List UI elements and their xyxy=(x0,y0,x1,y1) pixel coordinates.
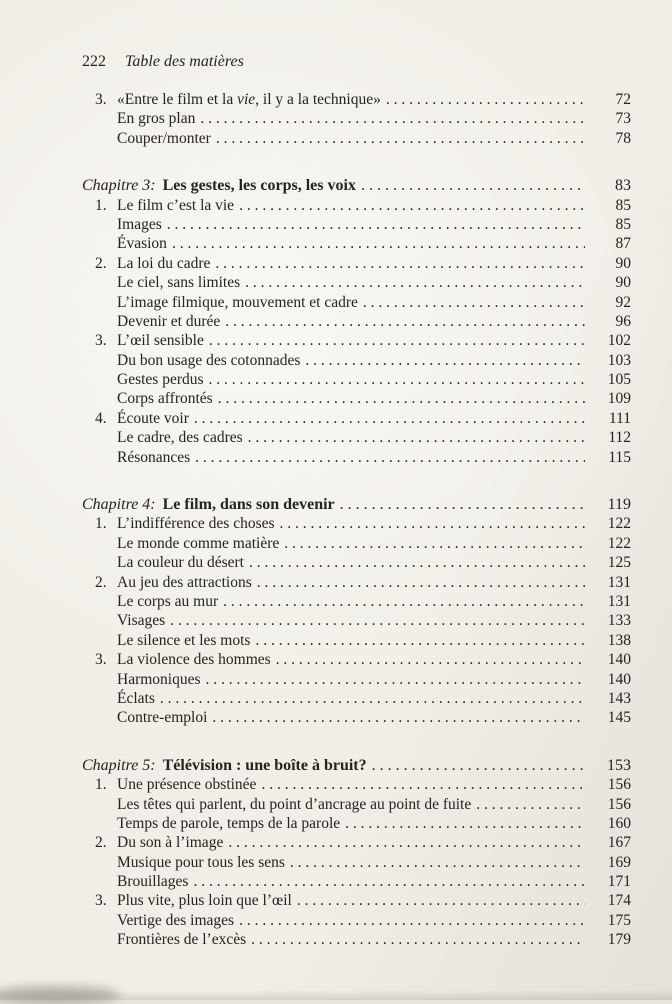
toc-entry-row xyxy=(82,293,631,312)
dot-leader xyxy=(335,495,585,514)
toc-section xyxy=(82,756,631,950)
toc-entry-row xyxy=(82,814,631,833)
page-ref: 92 xyxy=(615,293,631,311)
dot-leader xyxy=(207,708,585,727)
chapter-label: Chapitre 4: xyxy=(82,496,156,514)
toc-entry-row xyxy=(82,409,631,428)
dot-leader xyxy=(252,573,585,592)
toc-entry-row xyxy=(82,553,631,572)
entry-number: 2. xyxy=(95,573,107,591)
entry-title: Le ciel, sans limites xyxy=(117,274,241,292)
dot-leader xyxy=(340,814,585,833)
entry-title: Une présence obstinée xyxy=(117,776,257,794)
toc-entry-row xyxy=(82,930,631,949)
toc-entry-row xyxy=(82,351,631,370)
entry-title: L’indifférence des choses xyxy=(117,515,275,533)
entry-title: Temps de parole, temps de la parole xyxy=(117,814,341,832)
toc-entry-row xyxy=(82,448,631,467)
toc-entry-row xyxy=(82,775,631,794)
dot-leader xyxy=(167,234,585,253)
entry-title-post: il y a la technique» xyxy=(259,91,381,108)
entry-title: Corps affrontés xyxy=(117,390,213,408)
page-ref: 138 xyxy=(607,631,631,649)
toc-entry-row xyxy=(82,689,631,708)
toc-entry-row xyxy=(82,650,631,669)
page-ref: 111 xyxy=(608,409,631,427)
entry-number: 1. xyxy=(95,196,107,214)
scan-shadow xyxy=(0,990,672,1000)
toc-entry-row xyxy=(82,234,631,253)
dot-leader xyxy=(246,930,585,949)
entry-title: Le monde comme matière xyxy=(117,534,280,552)
dot-leader xyxy=(204,331,585,350)
entry-title-em: vie, xyxy=(237,91,260,108)
dot-leader xyxy=(358,293,585,312)
entry-title: Vertige des images xyxy=(117,911,235,929)
entry-title: Résonances xyxy=(117,448,191,466)
dot-leader xyxy=(155,689,585,708)
entry-title: Éclats xyxy=(117,689,155,707)
dot-leader xyxy=(240,273,585,292)
page-ref: 112 xyxy=(608,429,631,447)
entry-number: 2. xyxy=(95,834,107,852)
page-ref: 87 xyxy=(615,235,631,253)
page-ref: 140 xyxy=(607,670,631,688)
page-ref: 125 xyxy=(607,554,631,572)
entry-title: La couleur du désert xyxy=(117,554,244,572)
entry-title: Plus vite, plus loin que l’œil xyxy=(117,892,292,910)
entry-title: Couper/monter xyxy=(117,129,211,147)
entry-number: 1. xyxy=(95,515,107,533)
dot-leader xyxy=(210,254,585,273)
page-ref: 122 xyxy=(607,534,631,552)
dot-leader xyxy=(250,631,585,650)
entry-number: 1. xyxy=(95,776,107,794)
toc-entry-row xyxy=(82,911,631,930)
page-content xyxy=(82,52,631,950)
toc-entry-row xyxy=(82,370,631,389)
toc-entry-row xyxy=(82,891,631,910)
entry-title: Brouillages xyxy=(117,873,189,891)
toc-entry-row xyxy=(82,708,631,727)
page-ref: 72 xyxy=(615,91,631,108)
page-ref: 140 xyxy=(607,651,631,669)
page-ref: 90 xyxy=(615,274,631,292)
page-ref: 174 xyxy=(607,892,631,910)
page-ref: 102 xyxy=(607,332,631,350)
entry-title-pre: «Entre le film et la xyxy=(117,91,238,108)
entry-title: Écoute voir xyxy=(117,409,189,427)
toc-entry-row xyxy=(82,215,631,234)
page-ref: 115 xyxy=(608,448,631,466)
entry-number: 3. xyxy=(95,892,107,910)
page-ref: 90 xyxy=(615,254,631,272)
dot-leader xyxy=(243,428,585,447)
toc-section xyxy=(82,495,631,728)
chapter-title: Télévision : une boîte à bruit? xyxy=(162,756,367,774)
page-ref: 78 xyxy=(615,129,631,147)
page-ref: 73 xyxy=(615,110,631,128)
toc-section xyxy=(82,90,631,148)
entry-number: 2. xyxy=(95,254,107,272)
toc-entry-row xyxy=(82,670,631,689)
running-header xyxy=(82,52,631,72)
entry-title: Images xyxy=(117,215,162,233)
toc-chapter-row xyxy=(82,495,631,514)
dot-leader xyxy=(234,911,585,930)
dot-leader xyxy=(234,196,585,215)
page-ref: 119 xyxy=(607,496,631,514)
entry-title: En gros plan xyxy=(117,110,196,128)
page-ref: 169 xyxy=(607,853,631,871)
entry-title: Harmoniques xyxy=(117,670,201,688)
entry-title: Le silence et les mots xyxy=(117,631,251,649)
entry-title: L’œil sensible xyxy=(117,332,204,350)
toc-entry-row xyxy=(82,428,631,447)
entry-title: Gestes perdus xyxy=(117,371,204,389)
dot-leader xyxy=(220,312,585,331)
page-ref: 96 xyxy=(615,312,631,330)
page-ref: 122 xyxy=(607,515,631,533)
entry-number: 3. xyxy=(95,332,107,350)
dot-leader xyxy=(165,611,585,630)
page-ref: 83 xyxy=(615,177,631,195)
header-page-number: 222 xyxy=(82,53,106,70)
dot-leader xyxy=(201,670,585,689)
dot-leader xyxy=(218,592,585,611)
entry-title: Le film c’est la vie xyxy=(117,196,235,214)
page-ref: 85 xyxy=(615,196,631,214)
toc-entry-row xyxy=(82,273,631,292)
entry-title: Du bon usage des cotonnades xyxy=(117,351,301,369)
page-ref: 175 xyxy=(607,911,631,929)
toc-entry-row xyxy=(82,254,631,273)
entry-title: La loi du cadre xyxy=(117,254,211,272)
toc-entry-row xyxy=(82,573,631,592)
chapter-label: Chapitre 5: xyxy=(82,756,156,774)
dot-leader xyxy=(285,853,585,872)
dot-leader xyxy=(211,129,585,148)
page-ref: 109 xyxy=(607,390,631,408)
page-ref: 156 xyxy=(607,795,631,813)
toc-entry-row xyxy=(82,795,631,814)
entry-title: Devenir et durée xyxy=(117,312,221,330)
toc-entry-row xyxy=(82,514,631,533)
entry-number: 4. xyxy=(95,409,107,427)
page-ref: 105 xyxy=(607,371,631,389)
dot-leader xyxy=(204,370,585,389)
page-ref: 167 xyxy=(607,834,631,852)
entry-title: L’image filmique, mouvement et cadre xyxy=(117,293,358,311)
dot-leader xyxy=(213,389,585,408)
toc-entry-row xyxy=(82,592,631,611)
dot-leader xyxy=(356,176,585,195)
running-title: Table des matières xyxy=(125,53,244,70)
dot-leader xyxy=(189,409,585,428)
entry-title: Contre-emploi xyxy=(117,709,208,727)
toc-entry-row xyxy=(82,611,631,630)
page-ref: 156 xyxy=(607,776,631,794)
toc-entry-row xyxy=(82,534,631,553)
toc-entry-row xyxy=(82,872,631,891)
dot-leader xyxy=(256,775,585,794)
entry-title: Visages xyxy=(117,612,166,630)
dot-leader xyxy=(188,872,585,891)
dot-leader xyxy=(275,514,585,533)
table-of-contents xyxy=(82,90,631,950)
chapter-title: Le film, dans son devenir xyxy=(162,496,335,514)
entry-title: Frontières de l’excès xyxy=(117,931,247,949)
toc-entry-row xyxy=(82,109,631,128)
chapter-title: Les gestes, les corps, les voix xyxy=(162,177,356,195)
toc-entry-row xyxy=(82,631,631,650)
toc-entry-row xyxy=(82,853,631,872)
dot-leader xyxy=(271,650,585,669)
page-ref: 131 xyxy=(607,592,631,610)
dot-leader xyxy=(223,833,585,852)
dot-leader xyxy=(381,90,585,109)
toc-section xyxy=(82,176,631,467)
page-ref: 143 xyxy=(607,689,631,707)
dot-leader xyxy=(471,795,585,814)
chapter-label: Chapitre 3: xyxy=(82,177,156,195)
entry-number: 3. xyxy=(95,651,107,669)
page-ref: 160 xyxy=(607,814,631,832)
entry-number: 3. xyxy=(95,91,107,108)
page-ref: 133 xyxy=(607,612,631,630)
page-ref: 179 xyxy=(607,931,631,949)
toc-entry-row xyxy=(82,129,631,148)
page-ref: 85 xyxy=(615,215,631,233)
toc-chapter-row xyxy=(82,756,631,775)
toc-entry-row xyxy=(82,196,631,215)
toc-entry-row xyxy=(82,331,631,350)
toc-entry-row xyxy=(82,90,631,109)
dot-leader xyxy=(190,448,585,467)
page-ref: 145 xyxy=(607,709,631,727)
entry-title: La violence des hommes xyxy=(117,651,271,669)
entry-title: Évasion xyxy=(117,235,167,253)
dot-leader xyxy=(367,756,585,775)
page-ref: 131 xyxy=(607,573,631,591)
entry-title: Le corps au mur xyxy=(117,592,219,610)
dot-leader xyxy=(244,553,585,572)
entry-title: Musique pour tous les sens xyxy=(117,853,285,871)
entry-title: Le cadre, des cadres xyxy=(117,429,243,447)
toc-entry-row xyxy=(82,312,631,331)
dot-leader xyxy=(162,215,585,234)
entry-title xyxy=(117,90,381,109)
dot-leader xyxy=(279,534,585,553)
dot-leader xyxy=(195,109,585,128)
dot-leader xyxy=(292,891,585,910)
toc-entry-row xyxy=(82,833,631,852)
entry-title: Du son à l’image xyxy=(117,834,224,852)
scan-smudge xyxy=(0,986,120,1004)
page-ref: 153 xyxy=(607,756,631,774)
toc-chapter-row xyxy=(82,176,631,195)
page-ref: 103 xyxy=(607,351,631,369)
entry-title: Les têtes qui parlent, du point d’ancrage au point de fuite xyxy=(117,795,472,813)
entry-title: Au jeu des attractions xyxy=(117,573,252,591)
toc-entry-row xyxy=(82,389,631,408)
dot-leader xyxy=(300,351,585,370)
page-ref: 171 xyxy=(607,873,631,891)
